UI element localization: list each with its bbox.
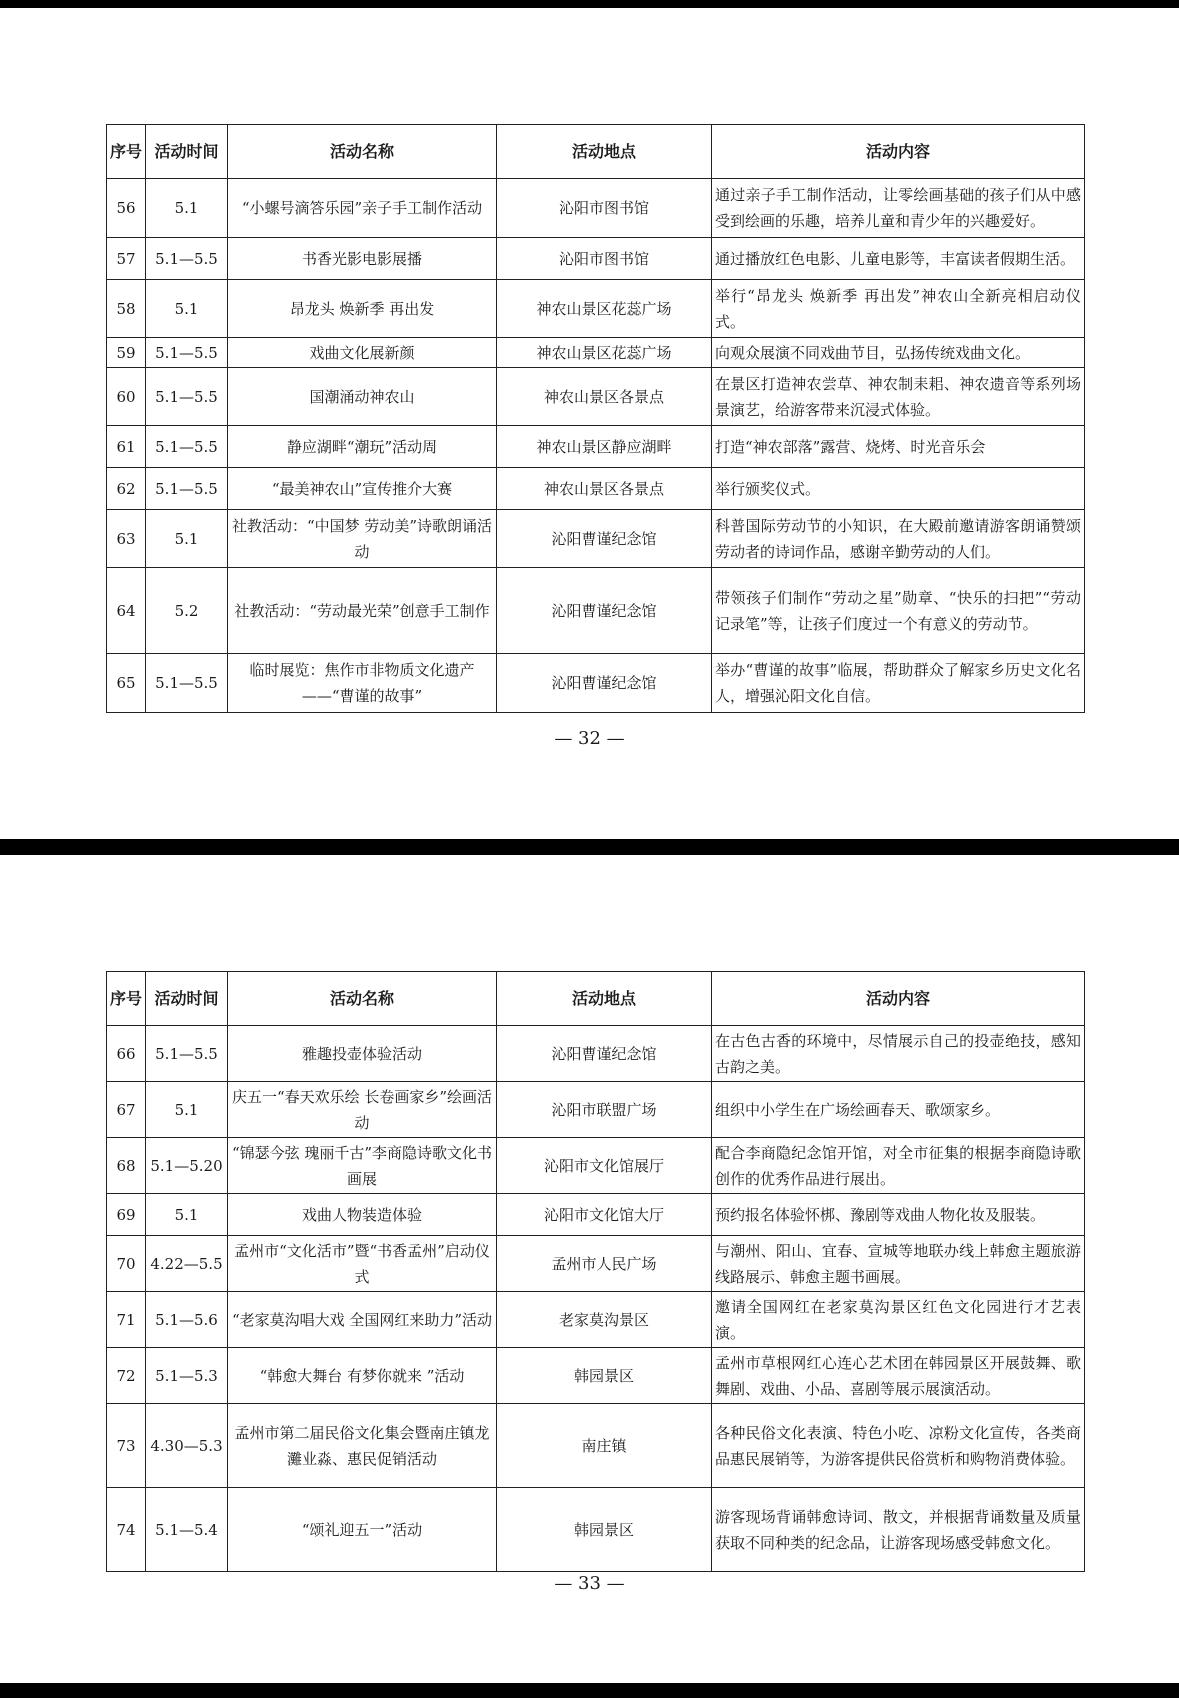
cell-no: 64 [107,568,146,654]
cell-time: 5.1—5.3 [146,1348,228,1404]
cell-name: “颂礼迎五一”活动 [228,1488,497,1572]
table-row [107,338,1085,368]
cell-time: 5.1—5.5 [146,368,228,426]
cell-content: 通过播放红色电影、儿童电影等，丰富读者假期生活。 [712,238,1085,280]
cell-content: 打造“神农部落”露营、烧烤、时光音乐会 [712,426,1085,468]
header-name: 活动名称 [228,972,497,1026]
cell-place: 沁阳市图书馆 [497,179,712,238]
cell-name: 昂龙头 焕新季 再出发 [228,280,497,338]
cell-time: 5.1—5.5 [146,468,228,510]
cell-time: 5.1—5.5 [146,238,228,280]
table-row [107,654,1085,713]
cell-time: 5.1 [146,1082,228,1138]
activity-table [106,971,1085,1572]
cell-name: 戏曲人物装造体验 [228,1194,497,1236]
header-no: 序号 [107,972,146,1026]
cell-no: 61 [107,426,146,468]
page-number: — 32 — [554,728,625,749]
cell-no: 72 [107,1348,146,1404]
document-page [0,8,1179,839]
cell-no: 65 [107,654,146,713]
header-content: 活动内容 [712,125,1085,179]
cell-no: 73 [107,1404,146,1488]
cell-place: 老家莫沟景区 [497,1292,712,1348]
table-row [107,368,1085,426]
cell-no: 71 [107,1292,146,1348]
cell-name: “韩愈大舞台 有梦你就来 ”活动 [228,1348,497,1404]
cell-no: 56 [107,179,146,238]
cell-no: 57 [107,238,146,280]
table-row [107,1236,1085,1292]
cell-name: 孟州市“文化活市”暨“书香孟州”启动仪式 [228,1236,497,1292]
cell-name: 庆五一“春天欢乐绘 长卷画家乡”绘画活动 [228,1082,497,1138]
cell-time: 5.1 [146,510,228,568]
table-row [107,1348,1085,1404]
header-place: 活动地点 [497,972,712,1026]
cell-no: 68 [107,1138,146,1194]
cell-time: 5.1—5.5 [146,426,228,468]
page-number: — 33 — [554,1573,625,1594]
cell-place: 神农山景区花蕊广场 [497,280,712,338]
cell-time: 4.30—5.3 [146,1404,228,1488]
cell-place: 神农山景区各景点 [497,468,712,510]
cell-content: 组织中小学生在广场绘画春天、歌颂家乡。 [712,1082,1085,1138]
cell-name: 社教活动：“劳动最光荣”创意手工制作 [228,568,497,654]
cell-content: 在古色古香的环境中，尽情展示自己的投壶绝技，感知古韵之美。 [712,1026,1085,1082]
cell-place: 南庄镇 [497,1404,712,1488]
header-time: 活动时间 [146,125,228,179]
cell-name: 静应湖畔“潮玩”活动周 [228,426,497,468]
cell-no: 70 [107,1236,146,1292]
cell-no: 67 [107,1082,146,1138]
cell-place: 沁阳市文化馆大厅 [497,1194,712,1236]
cell-time: 5.1 [146,1194,228,1236]
cell-time: 5.1—5.5 [146,654,228,713]
cell-place: 韩园景区 [497,1348,712,1404]
cell-place: 沁阳市文化馆展厅 [497,1138,712,1194]
cell-no: 60 [107,368,146,426]
cell-place: 沁阳曹谨纪念馆 [497,654,712,713]
table-row [107,426,1085,468]
cell-content: 在景区打造神农尝草、神农制耒耜、神农遗音等系列场景演艺，给游客带来沉浸式体验。 [712,368,1085,426]
table-header-row [107,972,1085,1026]
cell-place: 沁阳市图书馆 [497,238,712,280]
cell-time: 5.1—5.5 [146,1026,228,1082]
cell-time: 5.1—5.6 [146,1292,228,1348]
cell-no: 58 [107,280,146,338]
cell-no: 62 [107,468,146,510]
cell-place: 韩园景区 [497,1488,712,1572]
cell-place: 沁阳曹谨纪念馆 [497,568,712,654]
cell-content: 向观众展演不同戏曲节目，弘扬传统戏曲文化。 [712,338,1085,368]
cell-no: 59 [107,338,146,368]
table-row [107,1292,1085,1348]
cell-no: 63 [107,510,146,568]
cell-name: 临时展览：焦作市非物质文化遗产——“曹谨的故事” [228,654,497,713]
cell-name: 雅趣投壶体验活动 [228,1026,497,1082]
cell-place: 沁阳曹谨纪念馆 [497,1026,712,1082]
header-content: 活动内容 [712,972,1085,1026]
header-no: 序号 [107,125,146,179]
cell-name: “小螺号滴答乐园”亲子手工制作活动 [228,179,497,238]
cell-content: 科普国际劳动节的小知识，在大殿前邀请游客朗诵赞颂劳动者的诗词作品，感谢辛勤劳动的人们。 [712,510,1085,568]
cell-name: 戏曲文化展新颜 [228,338,497,368]
table-row [107,1082,1085,1138]
cell-no: 74 [107,1488,146,1572]
header-time: 活动时间 [146,972,228,1026]
cell-name: “最美神农山”宣传推介大赛 [228,468,497,510]
cell-content: 配合李商隐纪念馆开馆，对全市征集的根据李商隐诗歌创作的优秀作品进行展出。 [712,1138,1085,1194]
cell-content: 通过亲子手工制作活动，让零绘画基础的孩子们从中感受到绘画的乐趣，培养儿童和青少年的兴趣爱好。 [712,179,1085,238]
cell-time: 5.1 [146,179,228,238]
header-name: 活动名称 [228,125,497,179]
cell-no: 66 [107,1026,146,1082]
table-row [107,179,1085,238]
table-row [107,510,1085,568]
cell-content: 邀请全国网红在老家莫沟景区红色文化园进行才艺表演。 [712,1292,1085,1348]
cell-place: 神农山景区静应湖畔 [497,426,712,468]
document-page [0,855,1179,1683]
cell-name: “老家莫沟唱大戏 全国网红来助力”活动 [228,1292,497,1348]
cell-place: 沁阳曹谨纪念馆 [497,510,712,568]
cell-time: 5.1 [146,280,228,338]
table-row [107,1404,1085,1488]
table-row [107,568,1085,654]
cell-name: 孟州市第二届民俗文化集会暨南庄镇龙灘业淼、惠民促销活动 [228,1404,497,1488]
cell-time: 5.1—5.5 [146,338,228,368]
cell-name: “锦瑟今弦 瑰丽千古”李商隐诗歌文化书画展 [228,1138,497,1194]
cell-no: 69 [107,1194,146,1236]
cell-name: 书香光影电影展播 [228,238,497,280]
table-row [107,1026,1085,1082]
cell-time: 5.1—5.4 [146,1488,228,1572]
activity-table [106,124,1085,713]
cell-name: 社教活动：“中国梦 劳动美”诗歌朗诵活动 [228,510,497,568]
table-row [107,280,1085,338]
table-row [107,468,1085,510]
cell-place: 神农山景区花蕊广场 [497,338,712,368]
cell-place: 孟州市人民广场 [497,1236,712,1292]
cell-content: 各种民俗文化表演、特色小吃、凉粉文化宣传，各类商品惠民展销等，为游客提供民俗赏析和购物消费体验。 [712,1404,1085,1488]
cell-place: 沁阳市联盟广场 [497,1082,712,1138]
cell-content: 举办“曹谨的故事”临展，帮助群众了解家乡历史文化名人，增强沁阳文化自信。 [712,654,1085,713]
cell-content: 与潮州、阳山、宜春、宣城等地联办线上韩愈主题旅游线路展示、韩愈主题书画展。 [712,1236,1085,1292]
table-row [107,1488,1085,1572]
cell-content: 带领孩子们制作“劳动之星”勋章、“快乐的扫把”“劳动记录笔”等，让孩子们度过一个有意义的劳动节。 [712,568,1085,654]
cell-content: 举行颁奖仪式。 [712,468,1085,510]
table-row [107,238,1085,280]
cell-content: 举行“昂龙头 焕新季 再出发”神农山全新亮相启动仪式。 [712,280,1085,338]
header-place: 活动地点 [497,125,712,179]
cell-name: 国潮涌动神农山 [228,368,497,426]
cell-time: 4.22—5.5 [146,1236,228,1292]
table-row [107,1194,1085,1236]
cell-content: 游客现场背诵韩愈诗词、散文，并根据背诵数量及质量获取不同种类的纪念品，让游客现场感受韩愈文化。 [712,1488,1085,1572]
cell-time: 5.2 [146,568,228,654]
cell-content: 孟州市草根网红心连心艺术团在韩园景区开展鼓舞、歌舞剧、戏曲、小品、喜剧等展示展演活动。 [712,1348,1085,1404]
cell-content: 预约报名体验怀梆、豫剧等戏曲人物化妆及服装。 [712,1194,1085,1236]
table-row [107,1138,1085,1194]
cell-place: 神农山景区各景点 [497,368,712,426]
table-header-row [107,125,1085,179]
cell-time: 5.1—5.20 [146,1138,228,1194]
